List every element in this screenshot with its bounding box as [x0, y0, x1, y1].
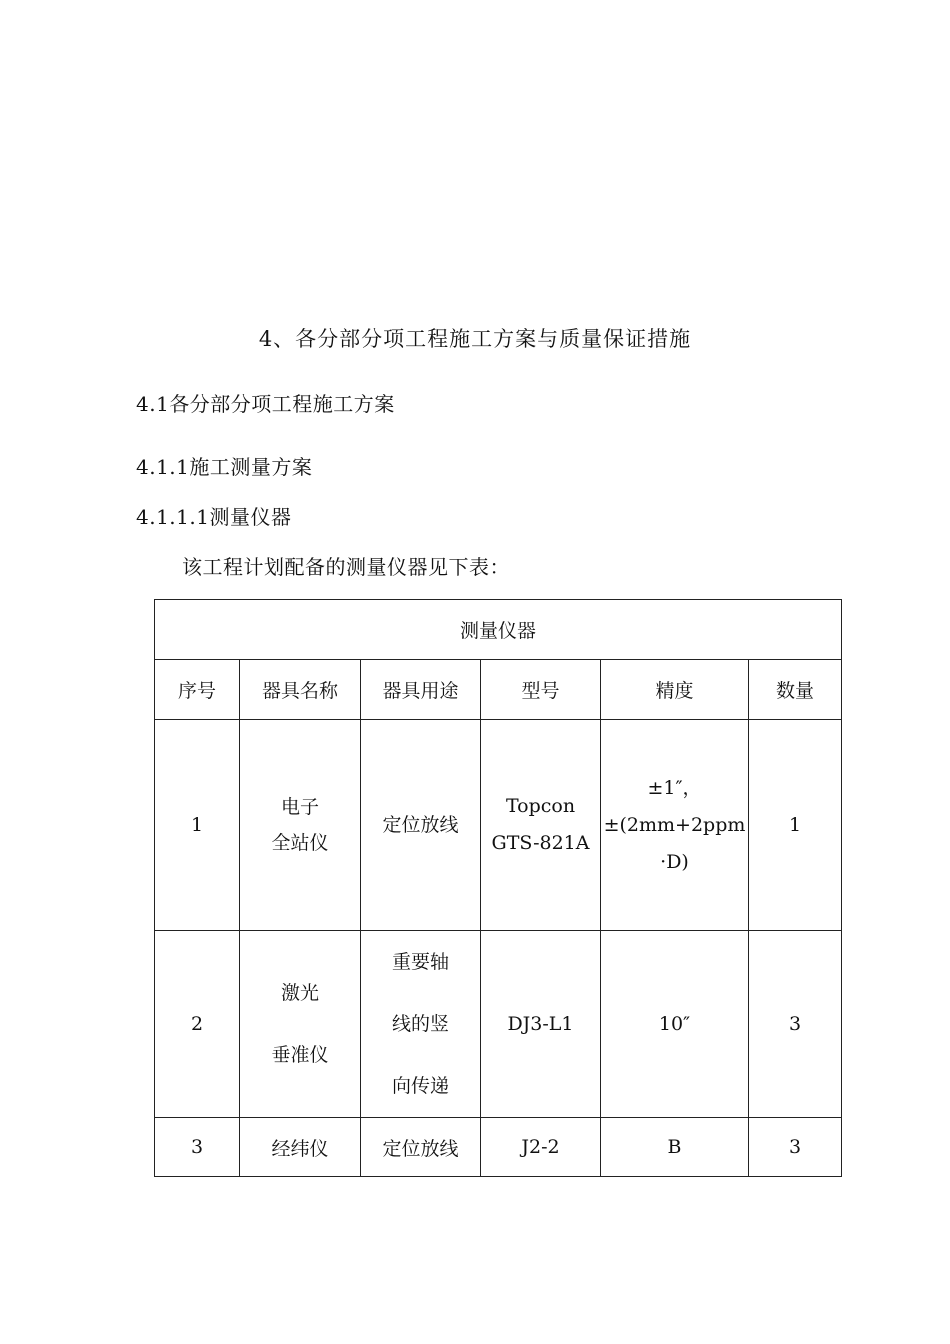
- cell-line: 10″: [658, 1013, 691, 1035]
- section-heading-4-1-1: 4.1.1施工测量方案: [136, 455, 313, 479]
- cell-no: 1: [155, 720, 240, 931]
- cell-precision: B: [601, 1118, 749, 1177]
- cell-line: 向传递: [391, 1075, 449, 1097]
- cell-qty: 3: [749, 931, 842, 1118]
- cell-no: 3: [155, 1118, 240, 1177]
- cell-name: [240, 720, 361, 931]
- cell-use: [361, 931, 481, 1118]
- section-heading-4-1: 4.1各分部分项工程施工方案: [136, 392, 395, 416]
- cell-line: 全站仪: [271, 832, 329, 854]
- cell-qty: 3: [749, 1118, 842, 1177]
- cell-line: ±(2mm+2ppm: [603, 813, 746, 836]
- column-header-name: 器具名称: [240, 660, 361, 720]
- cell-line: 定位放线: [382, 814, 459, 836]
- cell-precision: [601, 931, 749, 1118]
- cell-no: 2: [155, 931, 240, 1118]
- cell-line: ±1″，: [647, 776, 702, 799]
- cell-use: [361, 720, 481, 931]
- intro-paragraph: 该工程计划配备的测量仪器见下表：: [182, 555, 510, 579]
- cell-model: J2-2: [481, 1118, 601, 1177]
- cell-model: [481, 720, 601, 931]
- column-header-model: 型号: [481, 660, 601, 720]
- section-heading-4-1-1-1: 4.1.1.1测量仪器: [136, 505, 292, 529]
- cell-name: [240, 931, 361, 1118]
- cell-line: Topcon: [505, 795, 576, 817]
- table-caption: 测量仪器: [155, 600, 842, 660]
- column-header-precision: 精度: [601, 660, 749, 720]
- cell-qty: 1: [749, 720, 842, 931]
- cell-line: 垂准仪: [271, 1044, 329, 1066]
- cell-line: GTS-821A: [491, 832, 590, 854]
- column-header-use: 器具用途: [361, 660, 481, 720]
- table-row: [155, 720, 842, 931]
- cell-line: 电子: [280, 796, 319, 818]
- cell-model: [481, 931, 601, 1118]
- column-header-no: 序号: [155, 660, 240, 720]
- cell-line: ·D): [660, 850, 689, 873]
- table-row: [155, 1118, 842, 1177]
- table-row: [155, 931, 842, 1118]
- cell-line: 重要轴: [391, 951, 449, 973]
- cell-line: DJ3-L1: [507, 1013, 574, 1035]
- cell-line: 激光: [280, 982, 319, 1004]
- table-caption-row: [155, 600, 842, 660]
- cell-precision: [601, 720, 749, 931]
- cell-name: 经纬仪: [240, 1118, 361, 1177]
- instrument-table: [154, 599, 842, 1177]
- cell-use: 定位放线: [361, 1118, 481, 1177]
- table-header-row: [155, 660, 842, 720]
- column-header-qty: 数量: [749, 660, 842, 720]
- page-title: 4、各分部分项工程施工方案与质量保证措施: [258, 327, 692, 351]
- cell-line: 线的竖: [391, 1013, 449, 1035]
